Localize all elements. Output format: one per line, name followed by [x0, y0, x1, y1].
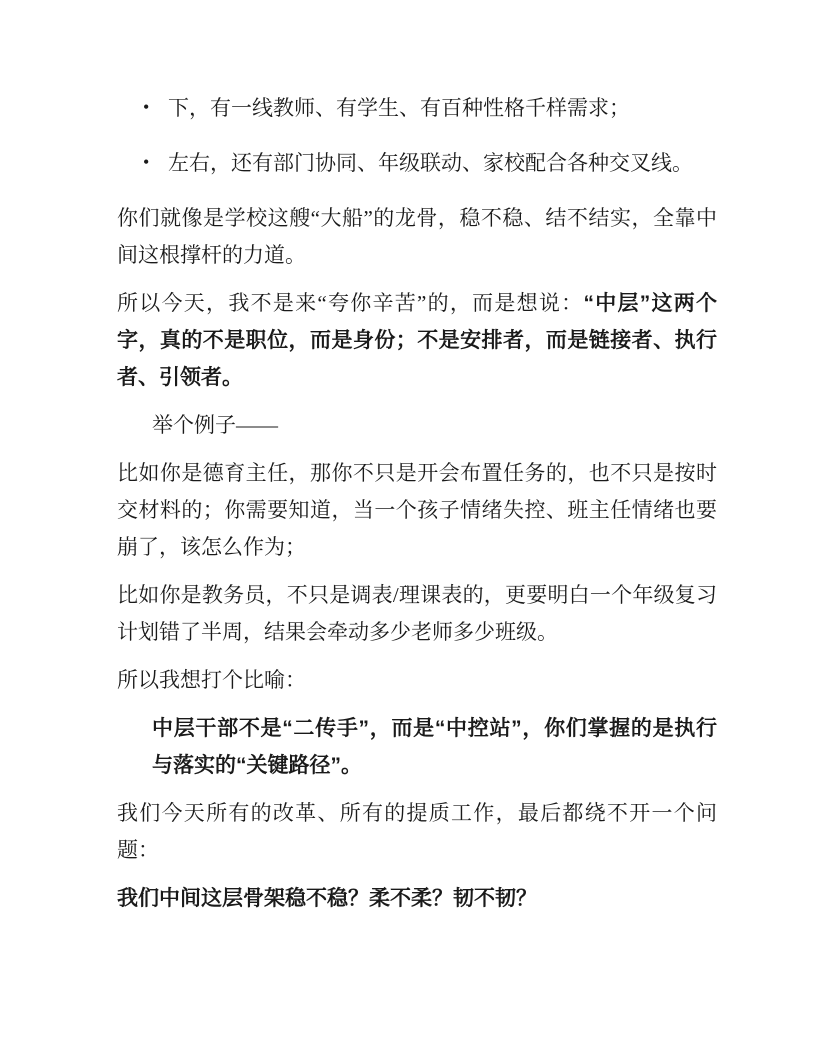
bullet-text: 下，有一线教师、有学生、有百种性格千样需求； [168, 96, 630, 120]
bullet-text: 左右，还有部门协同、年级联动、家校配合各种交叉线。 [168, 151, 693, 175]
paragraph-keel: 你们就像是学校这艘“大船”的龙骨，稳不稳、结不结实，全靠中间这根撑杆的力道。 [117, 206, 717, 267]
bullet-icon: • [143, 152, 150, 172]
bullet-icon: • [143, 97, 150, 117]
paragraph-question: 我们中间这层骨架稳不稳？柔不柔？韧不韧？ [117, 887, 537, 910]
list-item [117, 90, 717, 127]
paragraph-example-academic: 比如你是教务员，不只是调表/理课表的，更要明白一个年级复习计划错了半周，结果会牵动多少老师多少班级。 [117, 583, 717, 644]
paragraph-today [117, 285, 717, 396]
paragraph-metaphor-lead: 所以我想打个比喻： [117, 668, 306, 692]
paragraph-example-moral: 比如你是德育主任，那你不只是开会布置任务的，也不只是按时交材料的；你需要知道，当一个孩子情绪失控、班主任情绪也要崩了，该怎么作为； [117, 461, 717, 559]
paragraph-reform: 我们今天所有的改革、所有的提质工作，最后都绕不开一个问题： [117, 801, 717, 862]
paragraph-metaphor-quote: 中层干部不是“二传手”，而是“中控站”，你们掌握的是执行与落实的“关键路径”。 [152, 717, 717, 777]
paragraph-today-lead: 所以今天，我不是来“夸你辛苦”的，而是想说： [117, 291, 584, 315]
list-item [117, 145, 717, 182]
paragraph-today-emphasis: “中层”这两个字，真的不是职位，而是身份；不是安排者，而是链接者、执行者、引领者。 [117, 292, 718, 389]
bullet-list [117, 90, 717, 182]
paragraph-example-intro: 举个例子—— [152, 413, 278, 437]
